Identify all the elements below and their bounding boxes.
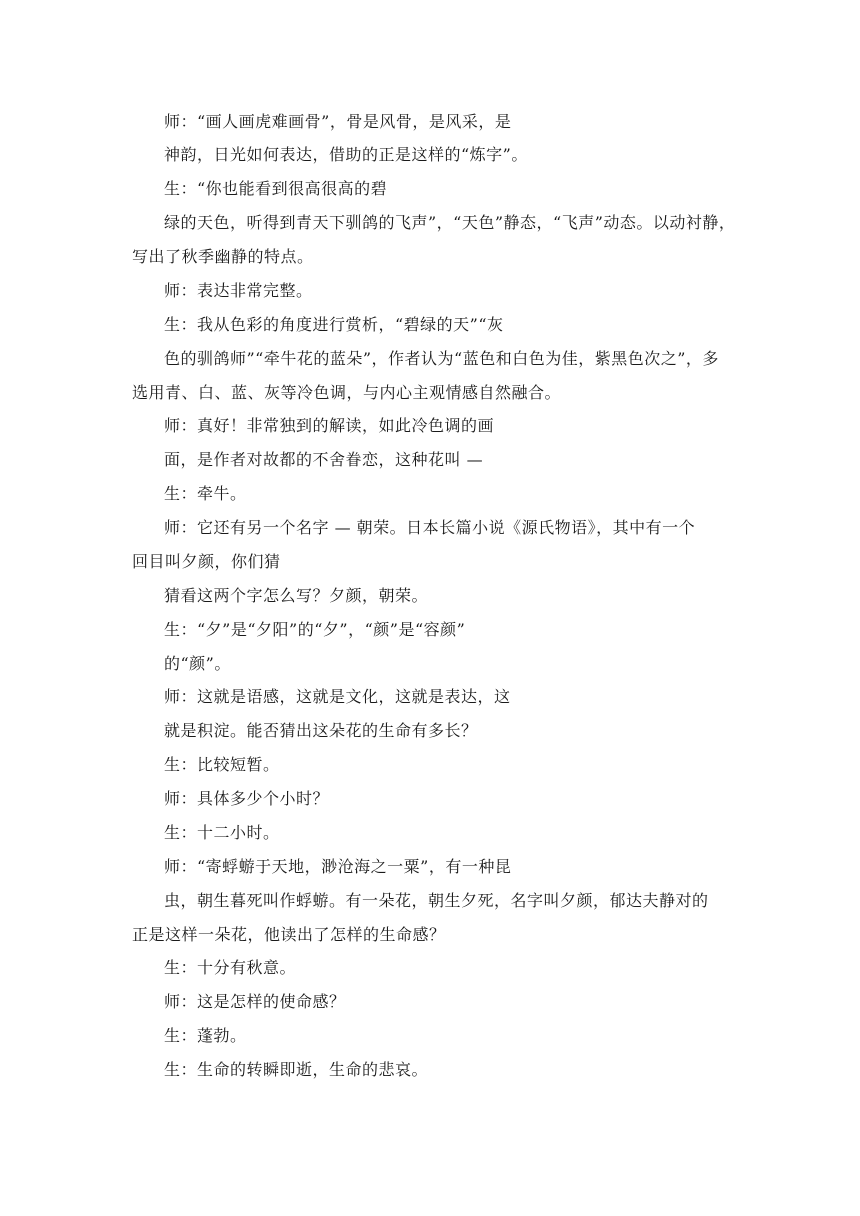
dialogue-line: 面，是作者对故都的不舍眷恋，这种花叫 —	[164, 450, 484, 469]
dialogue-line: 神韵，日光如何表达，借助的正是这样的“炼字”。	[164, 145, 528, 164]
dialogue-line: 选用青、白、蓝、灰等冷色调，与内心主观情感自然融合。	[132, 383, 562, 402]
dialogue-line: 生：比较短暂。	[164, 755, 280, 774]
dialogue-line: 色的驯鸽师”“牵牛花的蓝朵”，作者认为“蓝色和白色为佳，紫黑色次之”，多	[164, 349, 719, 368]
dialogue-line: 生：十分有秋意。	[164, 958, 297, 977]
dialogue-line: 生：十二小时。	[164, 823, 280, 842]
dialogue-line: 正是这样一朵花，他读出了怎样的生命感？	[132, 925, 446, 944]
dialogue-line: 师：真好！非常独到的解读，如此冷色调的画	[164, 416, 495, 435]
dialogue-line: 绿的天色，听得到青天下驯鸽的飞声”，“天色”静态，“飞声”动态。以动衬静，	[164, 213, 736, 232]
dialogue-line: 回目叫夕颜，你们猜	[132, 552, 281, 571]
dialogue-line: 师：具体多少个小时？	[164, 789, 330, 808]
dialogue-line: 师：表达非常完整。	[164, 281, 313, 300]
dialogue-line: 生：我从色彩的角度进行赏析，“碧绿的天”“灰	[164, 315, 504, 334]
dialogue-line: 猜看这两个字怎么写？夕颜，朝荣。	[164, 586, 429, 605]
dialogue-line: 生：生命的转瞬即逝，生命的悲哀。	[164, 1060, 429, 1079]
dialogue-line: 生：“夕”是“夕阳”的“夕”，“颜”是“容颜”	[164, 620, 466, 639]
dialogue-line: 的“颜”。	[164, 654, 231, 673]
dialogue-line: 生：蓬勃。	[164, 1026, 247, 1045]
dialogue-line: 师：它还有另一个名字 — 朝荣。日本长篇小说《源氏物语》，其中有一个	[164, 518, 696, 537]
dialogue-line: 生：“你也能看到很高很高的碧	[164, 179, 388, 198]
dialogue-line: 师：“画人画虎难画骨”，骨是风骨，是风采，是	[164, 112, 512, 131]
dialogue-line: 写出了秋季幽静的特点。	[132, 247, 314, 266]
dialogue-line: 师：“寄蜉蝣于天地，渺沧海之一粟”，有一种昆	[164, 857, 512, 876]
dialogue-line: 生：牵牛。	[164, 484, 247, 503]
dialogue-line: 就是积淀。能否猜出这朵花的生命有多长？	[164, 721, 478, 740]
dialogue-line: 师：这是怎样的使命感？	[164, 992, 346, 1011]
dialogue-line: 师：这就是语感，这就是文化，这就是表达，这	[164, 687, 511, 706]
dialogue-line: 虫，朝生暮死叫作蜉蝣。有一朵花，朝生夕死，名字叫夕颜，郁达夫静对的	[164, 891, 709, 910]
